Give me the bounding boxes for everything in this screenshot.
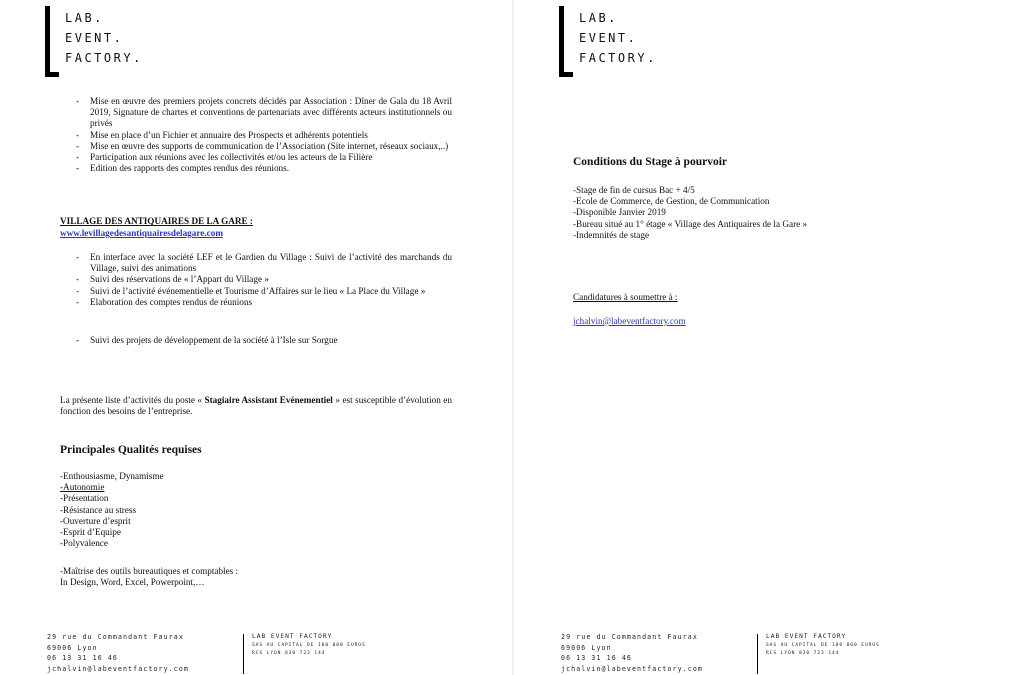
conditions-list <box>573 185 807 241</box>
list-item: - Suivi des réservations de « l’Appart du Village » <box>60 274 452 285</box>
list-item: - Elaboration des comptes rendus de réunions <box>60 297 452 308</box>
footer-address-block <box>47 632 189 674</box>
footer-email: jchalvin@labeventfactory.com <box>561 664 703 673</box>
logo-line-3: FACTORY. <box>65 51 143 65</box>
footer-company: LAB EVENT FACTORY <box>766 633 847 640</box>
list-item: -Bureau situé au 1° étage « Village des Antiquaires de la Gare » <box>573 218 808 229</box>
list-item: - Mise en place d’un Fichier et annuaire des Prospects et adhérents potentiels <box>60 130 452 141</box>
activities-note-paragraph <box>60 395 452 417</box>
list-item: -Autonomie <box>60 482 105 493</box>
footer-city: 69006 Lyon <box>561 643 612 652</box>
list-item: -Ouverture d’esprit <box>60 515 131 526</box>
footer-phone: 06 13 31 16 46 <box>47 654 118 662</box>
logo-line-3: FACTORY. <box>579 51 657 65</box>
footer-address-block <box>561 632 703 674</box>
list-item: - Mise en œuvre des premiers projets concrets décidés par Association : Dîner de Gala du 18 Avril 2019, Signature de chartes et conventions de partenariats avec différents acteurs institutionnels ou privés <box>60 96 452 130</box>
note-text-pre: La présente liste d’activités du poste « <box>60 395 205 405</box>
tools-line-2: In Design, Word, Excel, Powerpoint,… <box>60 577 205 588</box>
lab-event-factory-logo <box>45 6 185 76</box>
footer-phone: 06 13 31 16 46 <box>561 654 632 662</box>
qualities-title: Principales Qualités requises <box>60 444 202 456</box>
document-page-right <box>514 0 1024 675</box>
footer-address: 29 rue du Commandant Faurax <box>561 633 698 641</box>
list-item: -Résistance au stress <box>60 504 137 515</box>
list-item: -Présentation <box>60 493 109 504</box>
list-item: -Esprit d’Equipe <box>60 527 121 538</box>
footer-company-block <box>252 632 366 658</box>
logo-line-1: LAB. <box>579 11 618 25</box>
footer-email: jchalvin@labeventfactory.com <box>47 664 189 673</box>
list-item: - En interface avec la société LEF et le Gardien du Village : Suivi de l’activité des marchands du Village, suivi des animations <box>60 252 452 274</box>
list-item: - Mise en œuvre des supports de communication de l’Association (Site internet, réseaux sociaux,..) <box>60 141 452 152</box>
footer-company-block <box>766 632 880 658</box>
footer-capital: SAS AU CAPITAL DE 100 000 EUROS <box>252 643 366 648</box>
tools-line-1: -Maîtrise des outils bureautiques et comptables : <box>60 566 239 576</box>
list-item: -Polyvalence <box>60 538 108 549</box>
applications-email-link[interactable]: jchalvin@labeventfactory.com <box>573 316 686 326</box>
footer-capital: SAS AU CAPITAL DE 100 000 EUROS <box>766 643 880 648</box>
list-item: -Disponible Janvier 2019 <box>573 207 666 218</box>
village-heading: VILLAGE DES ANTIQUAIRES DE LA GARE : <box>60 216 253 226</box>
tasks-list-association <box>60 96 452 174</box>
tasks-list-village <box>60 252 452 308</box>
conditions-title: Conditions du Stage à pourvoir <box>573 156 728 168</box>
logo-line-1: LAB. <box>65 11 104 25</box>
applications-label: Candidatures à soumettre à : <box>573 292 678 302</box>
footer-rcs: RCS LYON 830 723 144 <box>252 651 326 656</box>
list-item: -Enthousiasme, Dynamisme <box>60 471 164 481</box>
note-text-post: » est susceptible d’évolution en fonction des besoins de l’entreprise. <box>60 395 452 417</box>
logo-line-2: EVENT. <box>65 31 124 45</box>
list-item: - Suivi de l’activité événementielle et Tourisme d’Affaires sur le lieu « La Place du Village » <box>60 286 452 297</box>
qualities-list <box>60 471 164 549</box>
list-item: -Ecole de Commerce, de Gestion, de Communication <box>573 196 770 207</box>
tasks-list-development <box>60 335 452 346</box>
list-item: - Participation aux réunions avec les collectivités et/ou les acteurs de la Filière <box>60 152 452 163</box>
list-item: -Indemnités de stage <box>573 229 650 240</box>
village-website-link[interactable]: www.levillagedesantiquairesdelagare.com <box>60 228 223 238</box>
footer-rcs: RCS LYON 830 723 144 <box>766 651 840 656</box>
footer-address: 29 rue du Commandant Faurax <box>47 633 184 641</box>
footer-city: 69006 Lyon <box>47 643 98 652</box>
list-item: -Stage de fin de cursus Bac + 4/5 <box>573 185 695 195</box>
footer-separator <box>757 634 758 674</box>
note-text-position: Stagiaire Assistant Evénementiel <box>204 395 333 405</box>
tools-block <box>60 566 238 588</box>
lab-event-factory-logo <box>559 6 699 76</box>
logo-line-2: EVENT. <box>579 31 638 45</box>
footer-company: LAB EVENT FACTORY <box>252 633 333 640</box>
list-item: - Suivi des projets de développement de la société à l’Isle sur Sorgue <box>60 335 452 346</box>
footer-separator <box>243 634 244 674</box>
list-item: - Edition des rapports des comptes rendus des réunions. <box>60 163 452 174</box>
